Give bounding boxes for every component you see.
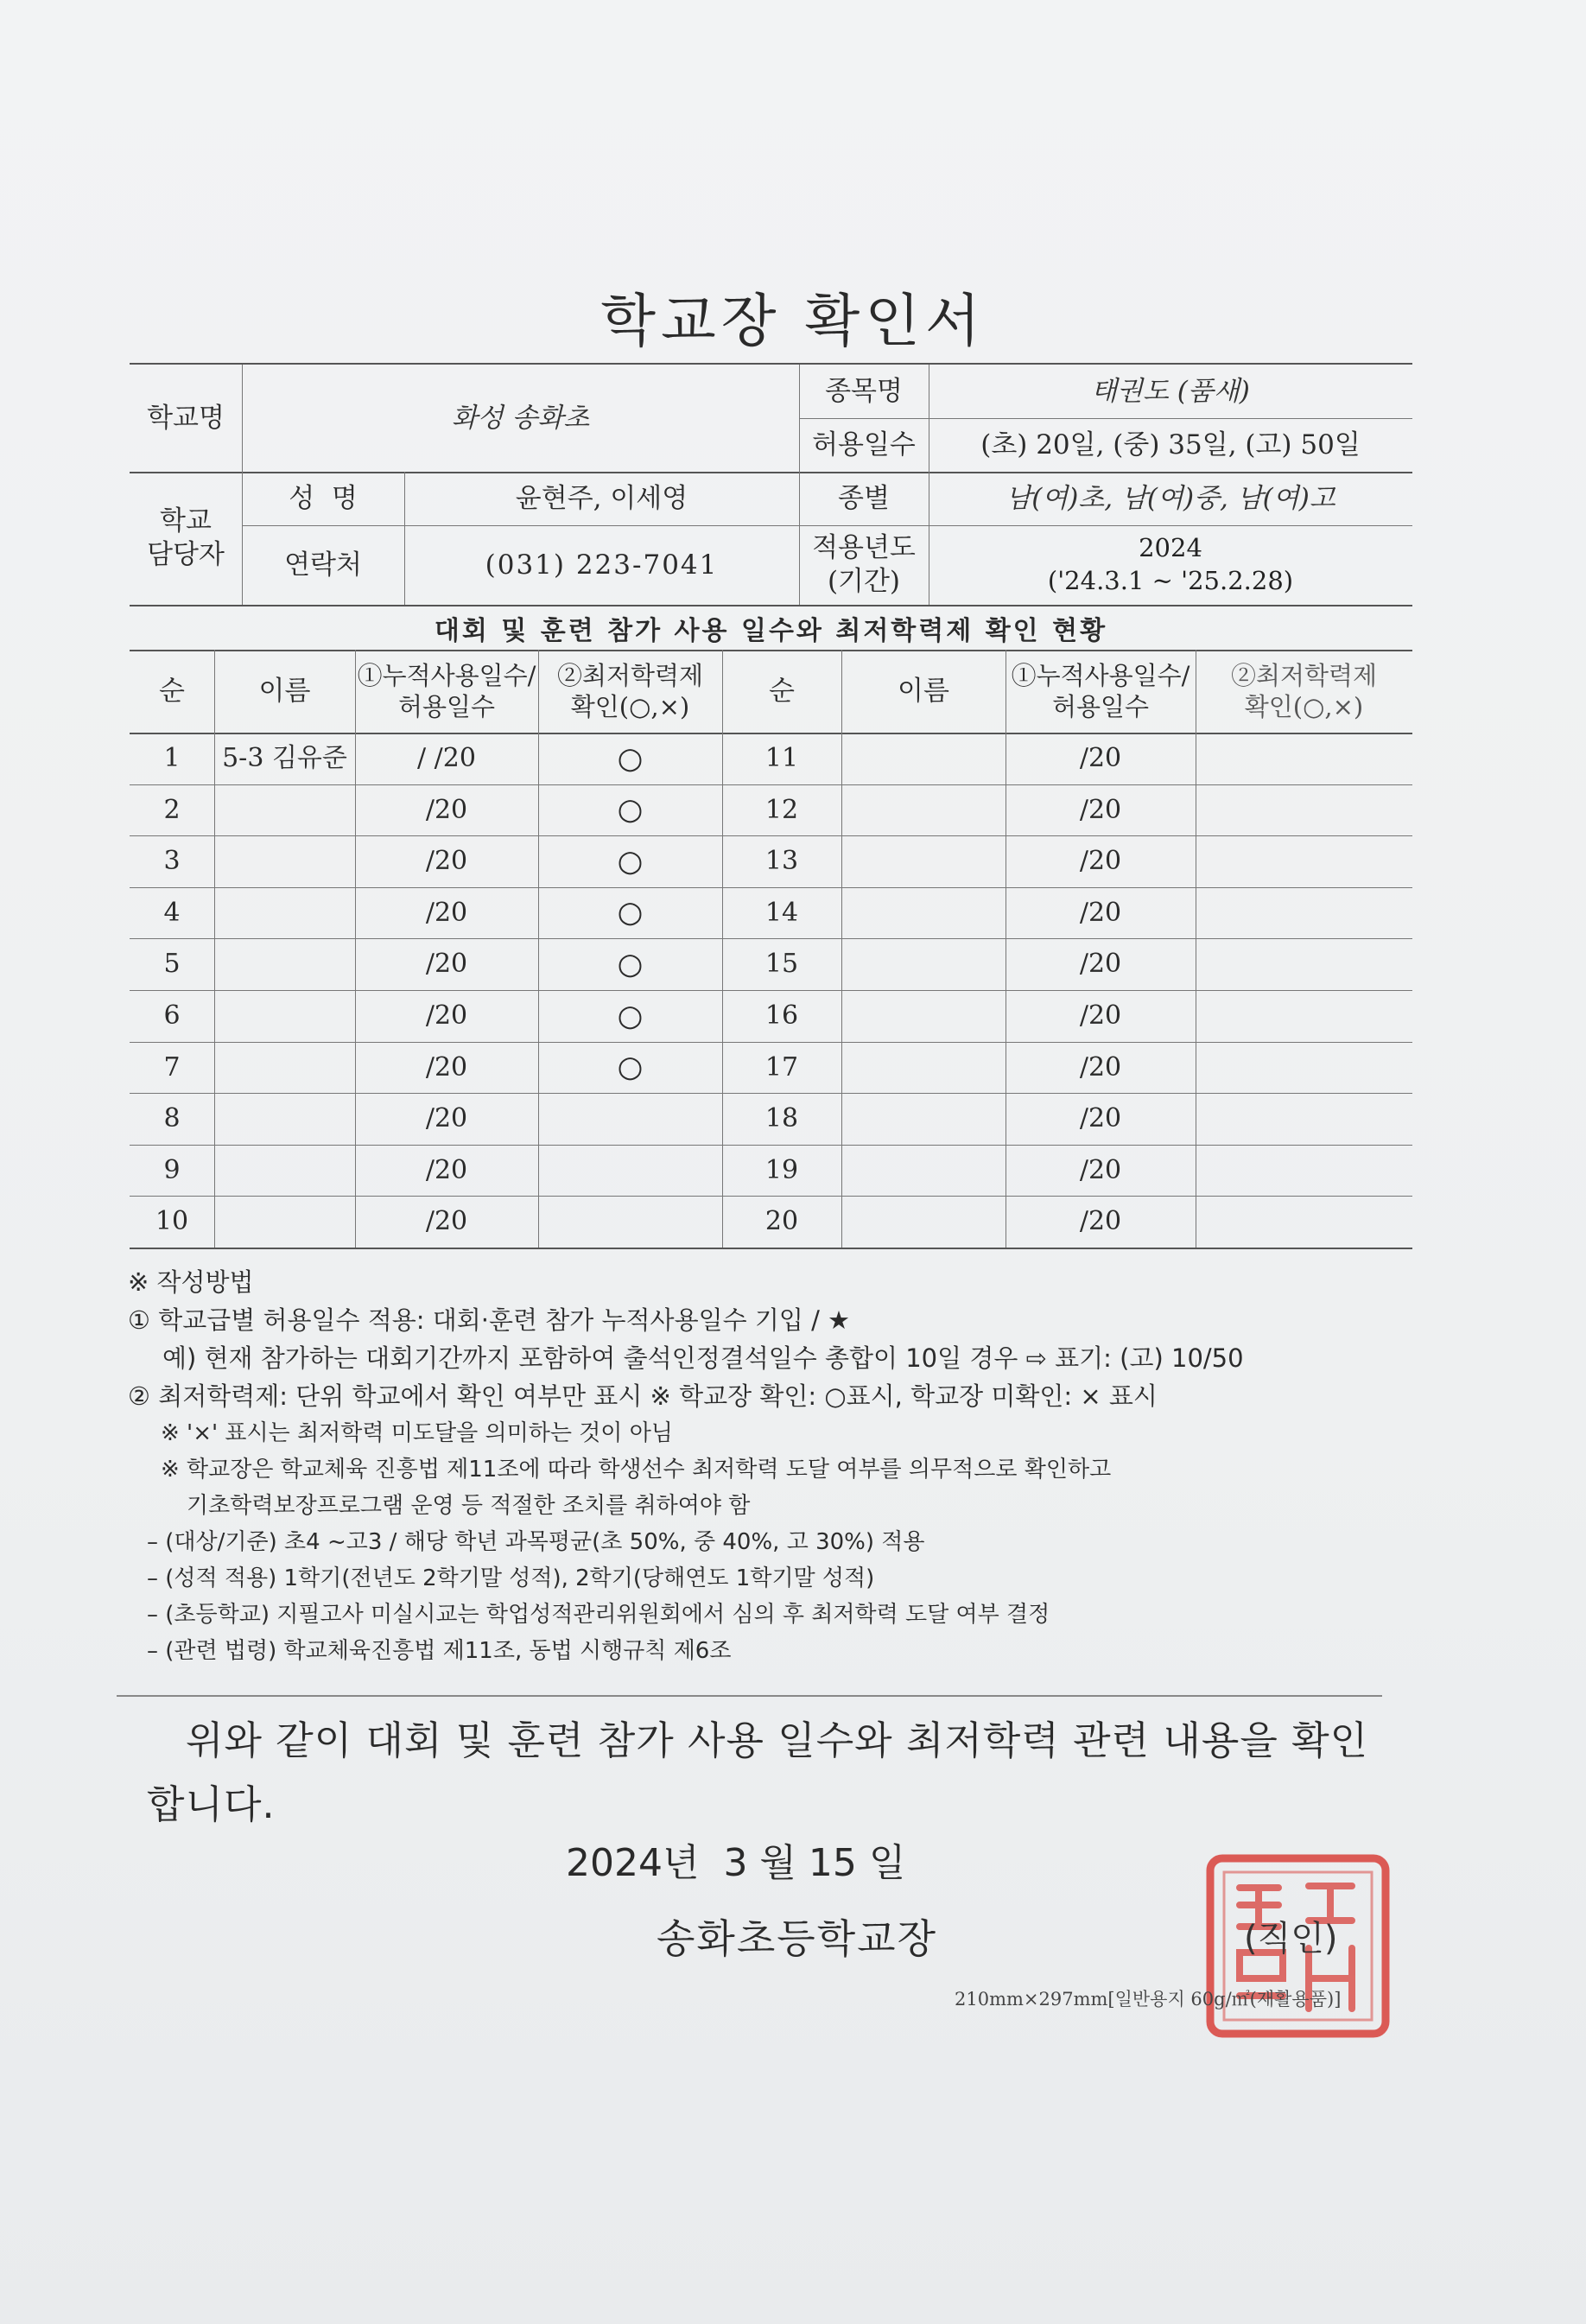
contact-label: 연락처 — [284, 549, 362, 581]
note-2-sub-2: ※ 학교장은 학교체육 진흥법 제11조에 따라 학생선수 최저학력 도달 여부를 의무적으로 확인하고 — [161, 1457, 1112, 1483]
table-cell-days: /20 — [425, 1051, 468, 1083]
table-cell-days: /20 — [1079, 1206, 1122, 1237]
seal-label: (직인) — [1244, 1919, 1338, 1959]
contact-value: (031) 223-7041 — [485, 549, 719, 581]
table-cell-no: 9 — [163, 1154, 181, 1185]
table-cell-name — [214, 784, 355, 836]
section-title: 대회 및 훈련 참가 사용 일수와 최저학력제 확인 현황 — [130, 606, 1412, 651]
table-cell-days: /20 — [1079, 1154, 1122, 1185]
table-cell-days: / /20 — [417, 743, 476, 774]
table-cell-name — [841, 784, 1006, 836]
table-cell-no: 1 — [163, 743, 181, 774]
table-cell-days: /20 — [425, 949, 468, 980]
table-cell-check: ○ — [617, 843, 644, 879]
table-cell-days: /20 — [425, 1000, 468, 1032]
document-title: 학교장 확인서 — [600, 288, 986, 354]
table-cell-name — [841, 1093, 1006, 1145]
col-name-right: 이름 — [898, 675, 949, 707]
table-cell-days: /20 — [425, 897, 468, 928]
confirmation-text — [147, 1709, 1368, 1837]
note-1: ① 학교급별 허용일수 적용: 대회·훈련 참가 누적사용일수 기입 / ★ — [128, 1305, 851, 1335]
gender-value: 남(여)초, 남(여)중, 남(여)고 — [1006, 482, 1335, 514]
col-no-left: 순 — [159, 675, 185, 707]
table-cell-check — [538, 1196, 722, 1248]
table-cell-no: 16 — [764, 1000, 799, 1032]
gender-label: 종별 — [838, 482, 890, 514]
table-cell-days: /20 — [1079, 846, 1122, 877]
col-days-left: ①누적사용일수/ 허용일수 — [357, 660, 536, 721]
table-cell-name: 5-3 김유준 — [222, 743, 347, 774]
records-table — [130, 650, 1412, 1249]
table-cell-days: /20 — [1079, 1103, 1122, 1134]
table-cell-no: 6 — [163, 1000, 181, 1032]
table-cell-days: /20 — [425, 1206, 468, 1237]
table-cell-days: /20 — [425, 1103, 468, 1134]
table-cell-name — [214, 887, 355, 939]
col-check-right: ②최저학력제 확인(○,×) — [1230, 660, 1378, 721]
paper-spec-footer: 210mm×297mm[일반용지 60g/㎡(재활용품)] — [955, 1989, 1342, 2010]
table-cell-no: 10 — [155, 1206, 189, 1237]
year-label: 적용년도 (기간) — [812, 532, 916, 597]
table-cell-no: 15 — [764, 949, 799, 980]
event-label: 종목명 — [825, 375, 903, 407]
table-cell-name — [841, 938, 1006, 990]
note-2-sub-2-cont: 기초학력보장프로그램 운영 등 적절한 조치를 취하여야 함 — [187, 1493, 751, 1519]
table-cell-name — [841, 990, 1006, 1042]
name-value: 윤현주, 이세영 — [515, 482, 688, 514]
note-heading: ※ 작성방법 — [128, 1267, 254, 1297]
table-cell-no: 11 — [764, 743, 799, 774]
allowed-days-value: (초) 20일, (중) 35일, (고) 50일 — [980, 429, 1361, 460]
table-cell-name — [214, 1093, 355, 1145]
table-cell-check — [1196, 1196, 1412, 1248]
table-cell-name — [214, 938, 355, 990]
col-days-right: ①누적사용일수/ 허용일수 — [1011, 660, 1190, 721]
info-table — [130, 363, 1412, 606]
event-value: 태권도 (품새) — [1091, 375, 1250, 407]
table-cell-name — [841, 1145, 1006, 1197]
table-cell-check — [538, 1093, 722, 1145]
table-cell-check — [538, 1145, 722, 1197]
table-cell-check: ○ — [617, 895, 644, 930]
table-cell-no: 14 — [764, 897, 799, 928]
table-cell-days: /20 — [425, 794, 468, 825]
table-cell-check — [1196, 1093, 1412, 1145]
school-label: 학교명 — [147, 402, 225, 434]
table-cell-days: /20 — [1079, 1000, 1122, 1032]
table-cell-no: 19 — [764, 1154, 799, 1185]
school-value: 화성 송화초 — [451, 402, 590, 434]
table-cell-name — [841, 733, 1006, 784]
signature-date: 2024년 3 월 15 일 — [566, 1841, 906, 1885]
table-cell-check — [1196, 938, 1412, 990]
table-cell-check: ○ — [617, 740, 644, 776]
note-grades: – (성적 적용) 1학기(전년도 2학기말 성적), 2학기(당해연도 1학기말 성적) — [147, 1565, 875, 1591]
note-1-example: 예) 현재 참가하는 대회기간까지 포함하여 출석인정결석일수 총합이 10일 경우 ⇨ 표기: (고) 10/50 — [162, 1343, 1244, 1373]
table-cell-check: ○ — [617, 1050, 644, 1085]
table-cell-no: 17 — [764, 1051, 799, 1083]
note-2-sub-1: ※ '×' 표시는 최저학력 미도달을 의미하는 것이 아님 — [161, 1420, 673, 1446]
period-value: ('24.3.1 ~ '25.2.28) — [1047, 566, 1294, 595]
table-cell-check — [1196, 733, 1412, 784]
table-cell-no: 5 — [163, 949, 181, 980]
allowed-days-label: 허용일수 — [812, 429, 916, 460]
table-cell-days: /20 — [1079, 743, 1122, 774]
note-elementary: – (초등학교) 지필고사 미실시교는 학업성적관리위원회에서 심의 후 최저학력 도달 여부 결정 — [147, 1602, 1050, 1628]
table-cell-no: 12 — [764, 794, 799, 825]
table-cell-name — [214, 1145, 355, 1197]
principal-title: 송화초등학교장 — [657, 1915, 938, 1962]
table-cell-name — [841, 1042, 1006, 1094]
table-cell-check: ○ — [617, 792, 644, 828]
table-cell-days: /20 — [425, 1154, 468, 1185]
table-cell-days: /20 — [1079, 949, 1122, 980]
table-cell-check — [1196, 990, 1412, 1042]
year-cell — [929, 525, 1412, 605]
table-cell-days: /20 — [1079, 1051, 1122, 1083]
table-cell-name — [841, 835, 1006, 887]
table-cell-days: /20 — [425, 846, 468, 877]
table-cell-check: ○ — [617, 946, 644, 981]
table-cell-check — [1196, 835, 1412, 887]
col-name-left: 이름 — [258, 675, 311, 707]
table-cell-name — [841, 1196, 1006, 1248]
table-cell-name — [214, 1196, 355, 1248]
table-cell-no: 4 — [163, 897, 181, 928]
table-cell-no: 18 — [764, 1103, 799, 1134]
table-cell-days: /20 — [1079, 897, 1122, 928]
table-cell-check — [1196, 1145, 1412, 1197]
table-cell-no: 2 — [163, 794, 181, 825]
table-cell-no: 8 — [163, 1103, 181, 1134]
table-cell-name — [214, 835, 355, 887]
table-cell-check: ○ — [617, 998, 644, 1033]
confirmation-line-1: 위와 같이 대회 및 훈련 참가 사용 일수와 최저학력 관련 내용을 확인 — [186, 1718, 1369, 1763]
table-cell-days: /20 — [1079, 794, 1122, 825]
table-cell-no: 3 — [163, 846, 181, 877]
table-cell-name — [214, 990, 355, 1042]
table-cell-no: 7 — [163, 1051, 181, 1083]
table-cell-check — [1196, 784, 1412, 836]
table-cell-no: 20 — [764, 1206, 799, 1237]
col-no-right: 순 — [769, 675, 795, 707]
note-law: – (관련 법령) 학교체육진흥법 제11조, 동법 시행규칙 제6조 — [147, 1638, 732, 1664]
separator-line — [117, 1695, 1382, 1697]
name-label: 성 명 — [289, 482, 358, 514]
manager-label: 학교 담당자 — [147, 505, 225, 570]
col-check-left: ②최저학력제 확인(○,×) — [556, 660, 704, 721]
note-criteria: – (대상/기준) 초4 ~고3 / 해당 학년 과목평균(초 50%, 중 40%, 고 30%) 적용 — [147, 1529, 925, 1555]
note-2: ② 최저학력제: 단위 학교에서 확인 여부만 표시 ※ 학교장 확인: ○표시, 학교장 미확인: × 표시 — [128, 1381, 1158, 1411]
table-cell-check — [1196, 1042, 1412, 1094]
table-cell-no: 13 — [764, 846, 799, 877]
table-cell-name — [841, 887, 1006, 939]
table-cell-check — [1196, 887, 1412, 939]
table-cell-name — [214, 1042, 355, 1094]
confirmation-line-2: 합니다. — [147, 1781, 276, 1827]
year-value: 2024 — [1139, 533, 1202, 563]
